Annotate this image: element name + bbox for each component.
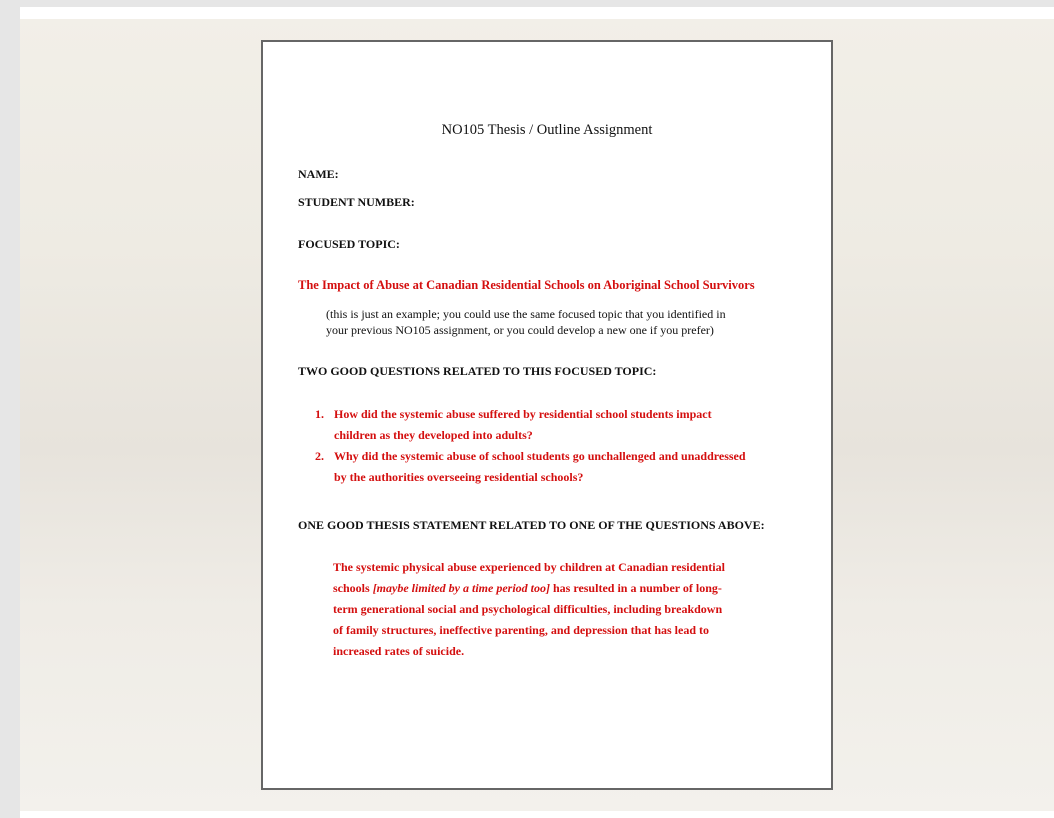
focused-topic-text: The Impact of Abuse at Canadian Residential Schools on Aboriginal School Survivors: [298, 278, 755, 292]
viewer-top-edge: [20, 7, 1054, 19]
thesis-text: has resulted in a number of long-: [549, 581, 722, 595]
list-item: [315, 446, 746, 488]
question-text: [334, 446, 746, 488]
focused-topic-label: FOCUSED TOPIC:: [298, 237, 400, 251]
question-line: by the authorities overseeing residential schools?: [334, 470, 584, 484]
document-title: NO105 Thesis / Outline Assignment: [441, 122, 653, 138]
thesis-text: schools: [333, 581, 373, 595]
document-page: [261, 40, 833, 790]
questions-heading: TWO GOOD QUESTIONS RELATED TO THIS FOCUSED TOPIC:: [298, 364, 657, 378]
question-number: 1.: [315, 407, 324, 421]
list-item: [315, 404, 746, 446]
thesis-line: The systemic physical abuse experienced by children at Canadian residential: [333, 560, 725, 574]
thesis-heading: ONE GOOD THESIS STATEMENT RELATED TO ONE OF THE QUESTIONS ABOVE:: [298, 518, 765, 532]
topic-note: [326, 307, 726, 338]
thesis-line: increased rates of suicide.: [333, 644, 465, 658]
thesis-line: term generational social and psychological difficulties, including breakdown: [333, 602, 723, 616]
student-number-label: STUDENT NUMBER:: [298, 195, 415, 209]
questions-list: [315, 404, 746, 488]
question-text: [334, 404, 712, 446]
viewer-bottom-edge: [20, 811, 1054, 818]
name-label: NAME:: [298, 167, 339, 181]
question-line: children as they developed into adults?: [334, 428, 533, 442]
question-line: How did the systemic abuse suffered by residential school students impact: [334, 407, 712, 421]
question-number: 2.: [315, 449, 324, 463]
question-line: Why did the systemic abuse of school students go unchallenged and unaddressed: [334, 449, 746, 463]
topic-note-line: (this is just an example; you could use the same focused topic that you identified in: [326, 307, 726, 321]
thesis-italic-note: [maybe limited by a time period too]: [372, 581, 550, 595]
topic-note-line: your previous NO105 assignment, or you could develop a new one if you prefer): [326, 322, 714, 337]
thesis-line: [333, 578, 725, 599]
thesis-line: of family structures, ineffective parenting, and depression that has lead to: [333, 623, 709, 637]
thesis-statement: [333, 557, 725, 662]
